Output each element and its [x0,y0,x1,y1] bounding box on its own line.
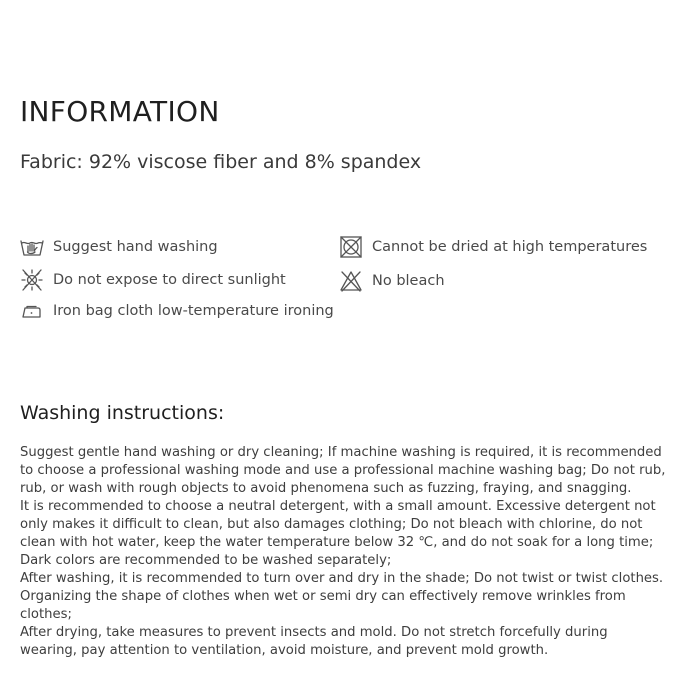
care-item-no-tumble-dry [338,235,647,259]
washing-instructions-body [20,444,668,660]
instruction-paragraph: After washing, it is recommended to turn over and dry in the shade; Do not twist or twist clothes. Organizing the shape of clothes when wet or semi dry can effectively remove wrinkles from clothes; [20,571,664,622]
care-item-low-iron [19,299,334,323]
care-label-no-tumble-dry: Cannot be dried at high temperatures [372,239,648,255]
instruction-paragraph: It is recommended to choose a neutral detergent, with a small amount. Excessive detergent not only makes it difficult to clean, but also damages clothing; Do not bleach with chlorine, do not clean with hot water, keep the water temperature below 32 ℃, and do not soak for a long time; [20,499,656,550]
care-label-no-bleach: No bleach [372,273,445,289]
instruction-paragraph: After drying, take measures to prevent insects and mold. Do not stretch forcefully during wearing, pay attention to ventilation, avoid moisture, and prevent mold growth. [20,625,608,658]
hand-wash-icon [19,235,45,259]
no-tumble-dry-icon [338,235,364,259]
care-item-no-bleach [338,269,445,293]
care-item-hand-wash [19,235,218,259]
no-bleach-icon [338,269,364,293]
care-label-no-sunlight: Do not expose to direct sunlight [53,272,286,288]
washing-instructions-heading: Washing instructions: [20,402,225,424]
no-sunlight-icon [19,268,45,292]
fabric-composition: Fabric: 92% viscose fiber and 8% spandex [20,151,422,173]
information-title: INFORMATION [20,95,220,128]
care-label-low-iron: Iron bag cloth low-temperature ironing [53,303,334,319]
low-iron-icon [19,299,45,323]
care-label-hand-wash: Suggest hand washing [53,239,218,255]
instruction-paragraph: Dark colors are recommended to be washed separately; [20,553,392,568]
instruction-paragraph: Suggest gentle hand washing or dry cleaning; If machine washing is required, it is recommended to choose a professional washing mode and use a professional machine washing bag; Do not rub, rub, or wash with rough objects to avoid phenomena such as fuzzing, fraying, and snagging. [20,445,666,496]
care-item-no-sunlight [19,268,286,292]
